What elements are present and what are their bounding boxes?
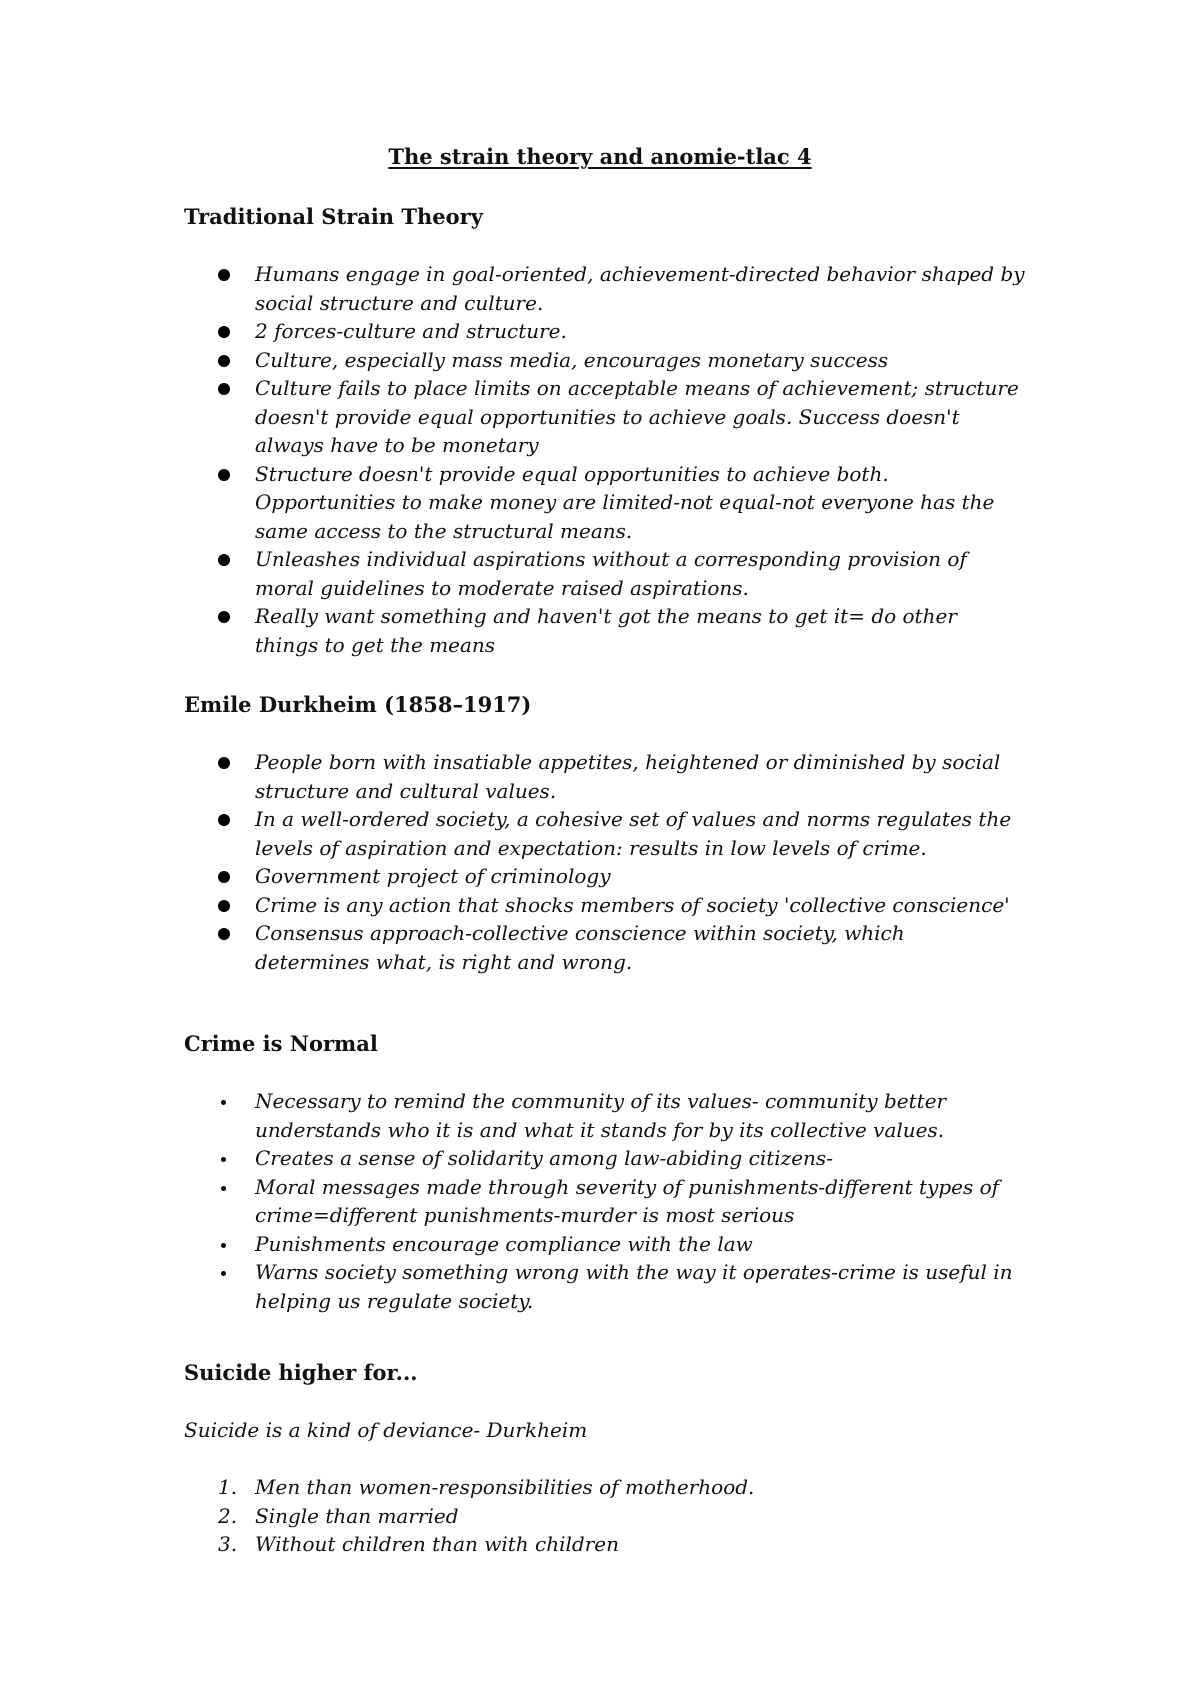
intro-paragraph: Suicide is a kind of deviance- Durkheim [184,1418,588,1442]
list-item: 2. Single than married [0,1502,1025,1531]
list-item: 3. Without children than with children [0,1530,1025,1559]
list-item: Crime is any action that shocks members of society 'collective conscience' [0,891,1025,920]
list-item: In a well-ordered society, a cohesive set of values and norms regulates the levels of aspiration and expectation: results in low levels of crime. [0,805,1025,862]
bullet-list-traditional-strain-theory [0,260,1040,659]
list-item: Consensus approach-collective conscience within society, which determines what, is right and wrong. [0,919,1025,976]
bullet-icon [218,900,230,912]
section-heading-traditional-strain-theory: Traditional Strain Theory [184,204,483,229]
section-heading-emile-durkheim: Emile Durkheim (1858–1917) [184,692,532,717]
bullet-icon [221,1157,226,1162]
bullet-icon [218,383,230,395]
list-number: 2. [218,1503,238,1528]
bullet-icon [221,1243,226,1248]
list-item: Really want something and haven't got the means to get it= do other things to get the means [0,602,1025,659]
bullet-icon [221,1100,226,1105]
section-heading-suicide-higher-for: Suicide higher for... [184,1360,418,1385]
list-item: Culture fails to place limits on acceptable means of achievement; structure doesn't provide equal opportunities to achieve goals. Success doesn't always have to be monetary [0,374,1025,460]
list-item: Humans engage in goal-oriented, achievement-directed behavior shaped by social structure and culture. [0,260,1025,317]
list-item: Punishments encourage compliance with the law [0,1230,1025,1259]
section-heading-crime-is-normal: Crime is Normal [184,1031,378,1056]
list-item: Culture, especially mass media, encourages monetary success [0,346,1025,375]
bullet-list-emile-durkheim [0,748,1040,976]
bullet-icon [218,928,230,940]
list-item: Necessary to remind the community of its values- community better understands who it is and what it stands for by its collective values. [0,1087,1025,1144]
numbered-list-suicide-higher-for [0,1473,1040,1559]
bullet-icon [221,1186,226,1191]
bullet-icon [218,469,230,481]
bullet-icon [218,814,230,826]
list-item: People born with insatiable appetites, heightened or diminished by social structure and cultural values. [0,748,1025,805]
page-title: The strain theory and anomie-tlac 4 [388,144,812,169]
bullet-icon [218,326,230,338]
list-item: Creates a sense of solidarity among law-abiding citizens- [0,1144,1025,1173]
list-number: 3. [218,1532,238,1556]
bullet-icon [218,269,230,281]
bullet-icon [218,611,230,623]
list-item: Warns society something wrong with the way it operates-crime is useful in helping us regulate society. [0,1258,1025,1315]
bullet-icon [221,1271,226,1276]
list-item: 1. Men than women-responsibilities of motherhood. [0,1473,1025,1502]
bullet-icon [218,757,230,769]
bullet-icon [218,871,230,883]
bullet-icon [218,554,230,566]
list-item: 2 forces-culture and structure. [0,317,1025,346]
list-item: Structure doesn't provide equal opportunities to achieve both. Opportunities to make money are limited-not equal-not everyone has the same access to the structural means. [0,460,1025,546]
list-item: Unleashes individual aspirations without a corresponding provision of moral guidelines to moderate raised aspirations. [0,545,1025,602]
list-item: Government project of criminology [0,862,1025,891]
list-item: Moral messages made through severity of punishments-different types of crime=different punishments-murder is most serious [0,1173,1025,1230]
bullet-list-crime-is-normal [0,1087,1040,1315]
bullet-icon [218,355,230,367]
list-number: 1. [218,1475,238,1499]
